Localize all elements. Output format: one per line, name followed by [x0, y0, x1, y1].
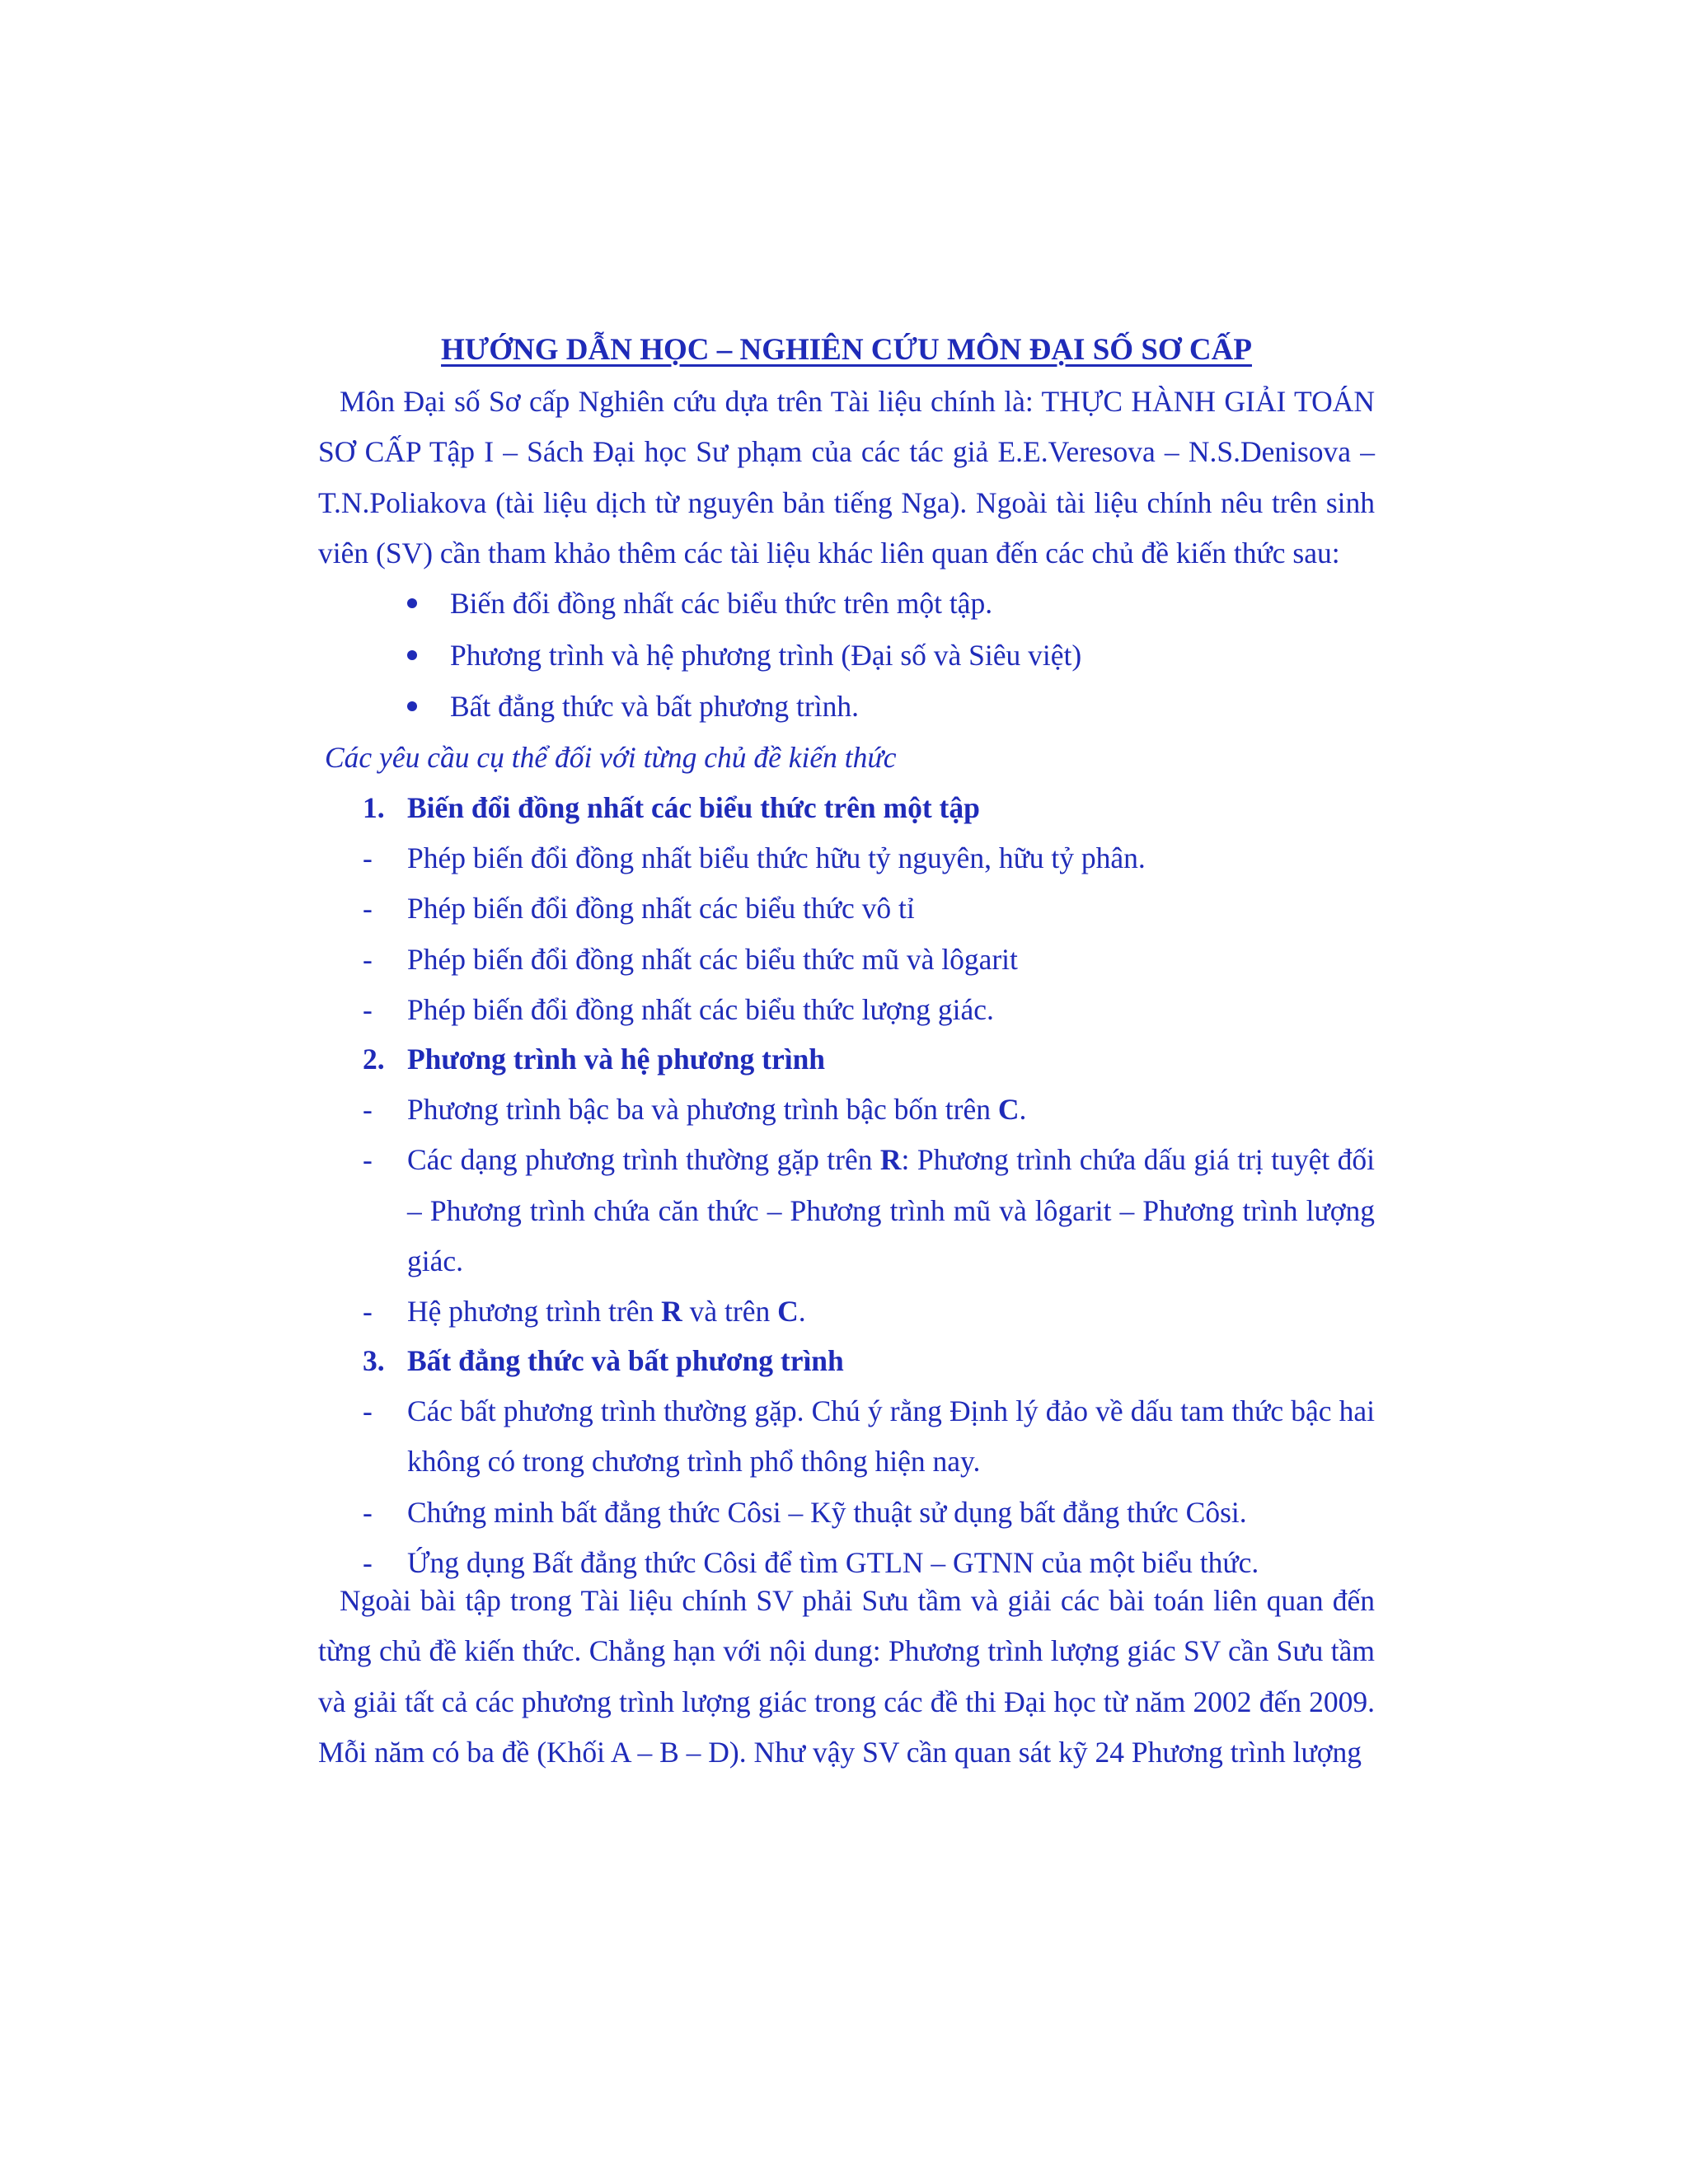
topic-item [318, 579, 1375, 630]
section-item [363, 1386, 1375, 1488]
dash-marker: - [363, 1093, 373, 1126]
section-item [363, 985, 1375, 1035]
item-text: Các dạng phương trình thường gặp trên [407, 1143, 880, 1177]
document-title: HƯỚNG DẪN HỌC – NGHIÊN CỨU MÔN ĐẠI SỐ SƠ CẤP [441, 333, 1252, 367]
topic-text: Bất đẳng thức và bất phương trình. [450, 690, 859, 723]
topic-item [318, 682, 1375, 733]
bullet-icon [407, 701, 417, 711]
item-text: . [1019, 1093, 1027, 1126]
item-text: Phương trình bậc ba và phương trình bậc bốn trên [407, 1093, 998, 1126]
dash-marker: - [363, 892, 373, 926]
dash-marker: - [363, 1495, 373, 1529]
section-item [363, 1085, 1375, 1135]
dash-marker: - [363, 942, 373, 976]
bullet-icon [407, 598, 417, 608]
section-number: 3. [363, 1344, 385, 1377]
section-title: Bất đẳng thức và bất phương trình [407, 1344, 844, 1377]
set-symbol: R [879, 1143, 902, 1177]
dash-marker: - [363, 841, 373, 874]
item-text: Hệ phương trình trên [407, 1295, 662, 1329]
topic-text: Phương trình và hệ phương trình (Đại số và Siêu việt) [450, 638, 1082, 672]
outro-paragraph: Ngoài bài tập trong Tài liệu chính SV phải Sưu tầm và giải các bài toán liên quan đến từng chủ đề kiến thức. Chẳng hạn với nội dung: Phương trình lượng giác SV cần Sưu tầm và giải tất cả các phương trình lượng giác trong các đề thi Đại học từ năm 2002 đến 2009. Mỗi năm có ba đề (Khối A – B – D). Như vậy SV cần quan sát kỹ 24 Phương trình lượng [318, 1584, 1375, 1769]
dash-marker: - [363, 1394, 373, 1427]
item-text: . [798, 1295, 806, 1329]
section-item [363, 833, 1375, 883]
item-text: và trên [682, 1295, 778, 1329]
bullet-icon [407, 650, 417, 660]
item-text: Chứng minh bất đẳng thức Côsi – Kỹ thuật sử dụng bất đẳng thức Côsi. [407, 1495, 1247, 1529]
section-heading [363, 1034, 1375, 1085]
section-item [363, 883, 1375, 934]
dash-marker: - [363, 992, 373, 1026]
dash-marker: - [363, 1143, 373, 1177]
section-equations [363, 1034, 1375, 1337]
intro-paragraph: Môn Đại số Sơ cấp Nghiên cứu dựa trên Tài liệu chính là: THỰC HÀNH GIẢI TOÁN SƠ CẤP Tập I – Sách Đại học Sư phạm của các tác giả E.E.Veresova – N.S.Denisova – T.N.Poliakova (tài liệu dịch từ nguyên bản tiếng Nga). Ngoài tài liệu chính nêu trên sinh viên (SV) cần tham khảo thêm các tài liệu khác liên quan đến các chủ đề kiến thức sau: [318, 385, 1375, 569]
item-text: Phép biến đổi đồng nhất các biểu thức vô tỉ [407, 892, 915, 926]
section-item [363, 935, 1375, 985]
requirements-heading: Các yêu cầu cụ thể đối với từng chủ đề kiến thức [325, 741, 897, 774]
section-title: Phương trình và hệ phương trình [407, 1043, 826, 1076]
set-symbol: R [661, 1295, 682, 1329]
topic-list [318, 579, 1375, 733]
dash-marker: - [363, 1295, 373, 1329]
item-text: Các bất phương trình thường gặp. Chú ý rằng Định lý đảo về dấu tam thức bậc hai không có trong chương trình phổ thông hiện nay. [407, 1394, 1375, 1479]
section-item [363, 1286, 1375, 1337]
topic-text: Biến đổi đồng nhất các biểu thức trên một tập. [450, 587, 993, 620]
section-item [363, 1135, 1375, 1286]
section-number: 1. [363, 791, 385, 824]
section-title: Biến đổi đồng nhất các biểu thức trên một tập [407, 791, 980, 824]
item-text: Ứng dụng Bất đẳng thức Côsi để tìm GTLN – GTNN của một biểu thức. [407, 1545, 1259, 1579]
item-text: Phép biến đổi đồng nhất các biểu thức mũ và lôgarit [407, 942, 1018, 976]
item-text: Phép biến đổi đồng nhất các biểu thức lượng giác. [407, 992, 994, 1026]
section-heading [363, 783, 1375, 833]
section-inequalities [363, 1336, 1375, 1588]
section-identity-transformations [363, 783, 1375, 1035]
dash-marker: - [363, 1545, 373, 1579]
set-symbol: C [777, 1295, 799, 1329]
item-text: : Phương trình chứa dấu giá trị tuyệt đối – Phương trình chứa căn thức – Phương trình mũ và lôgarit – Phương trình lượng giác. [407, 1143, 1375, 1277]
topic-item [318, 630, 1375, 682]
set-symbol: C [997, 1093, 1020, 1126]
section-number: 2. [363, 1043, 385, 1076]
section-heading [363, 1336, 1375, 1386]
section-item [363, 1488, 1375, 1538]
item-text: Phép biến đổi đồng nhất biểu thức hữu tỷ nguyên, hữu tỷ phân. [407, 841, 1146, 874]
